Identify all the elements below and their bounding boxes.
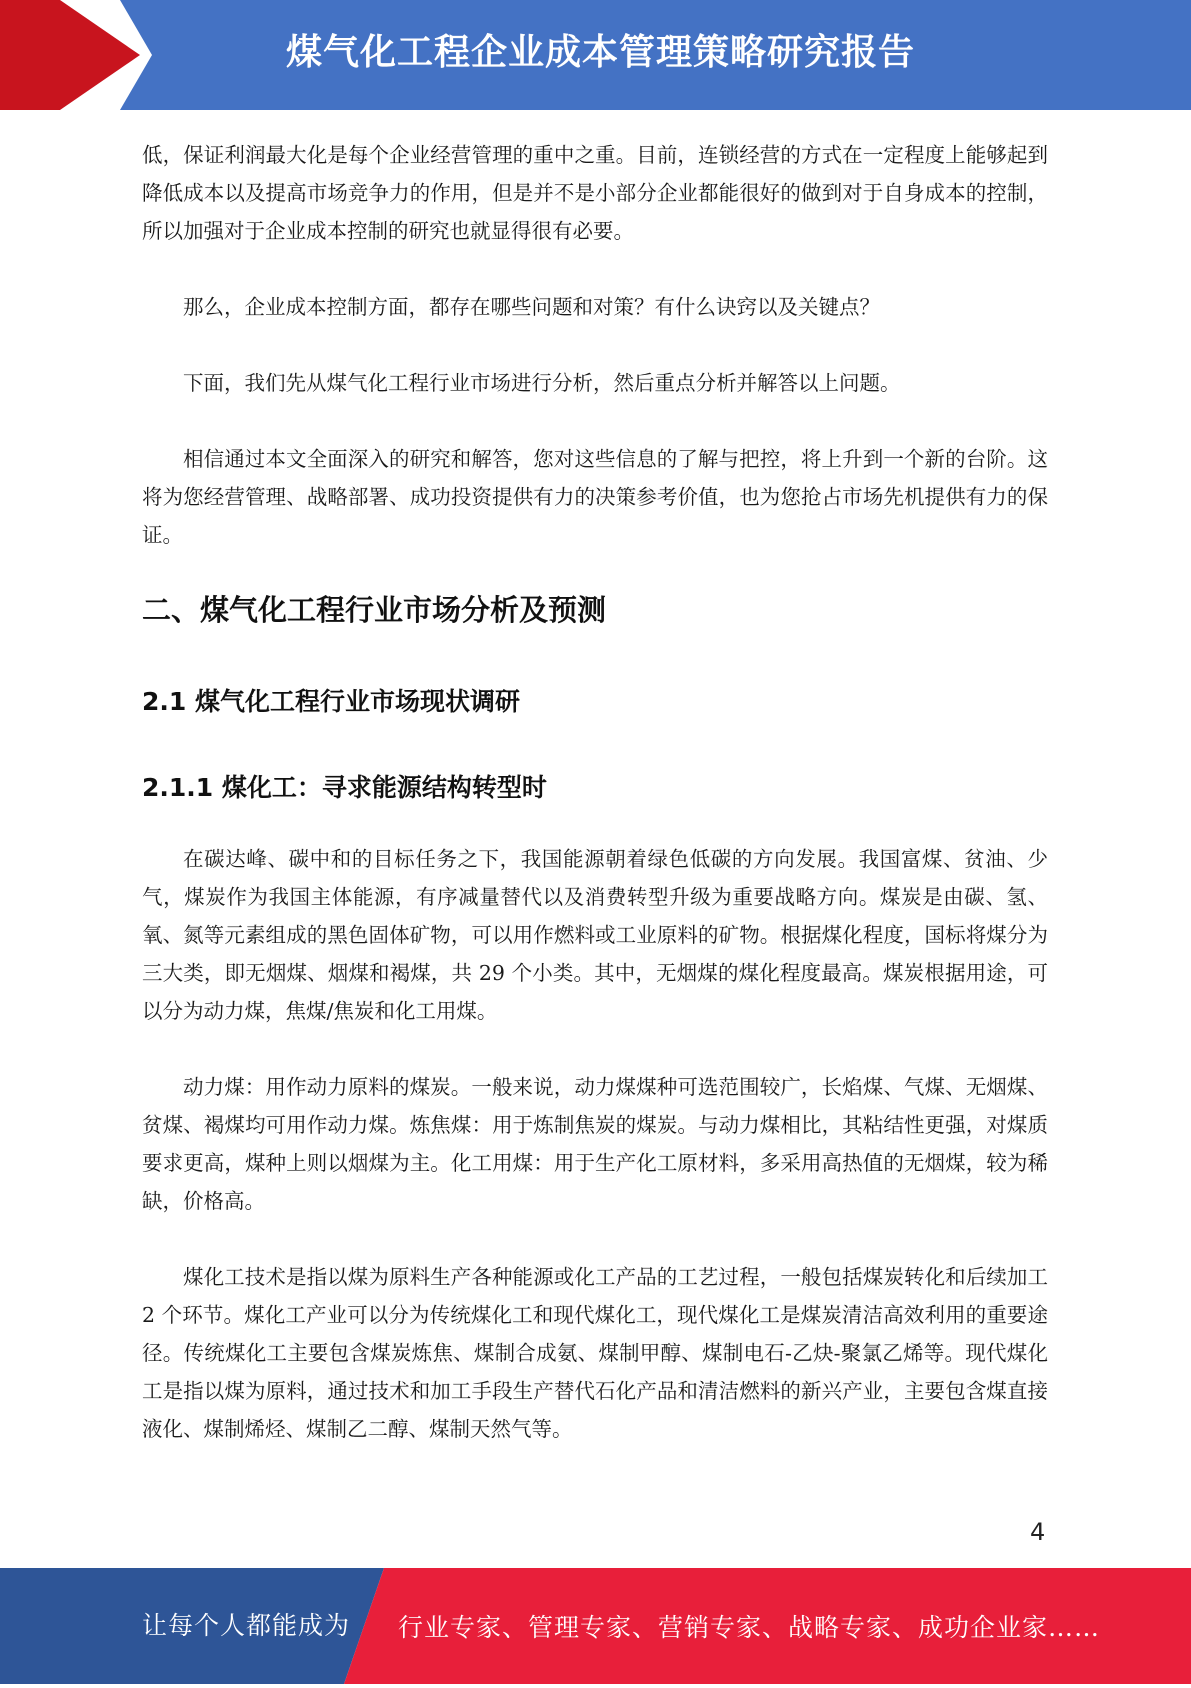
intro-paragraph: 那么，企业成本控制方面，都存在哪些问题和对策？有什么诀窍以及关键点？ [183, 295, 880, 319]
section-heading: 二、煤气化工程行业市场分析及预测 [142, 593, 607, 627]
subsection-heading: 2.1 煤气化工程行业市场现状调研 [142, 687, 520, 716]
header-arrow-decoration [0, 0, 160, 110]
body-paragraph: 动力煤：用作动力原料的煤炭。一般来说，动力煤煤种可选范围较广，长焰煤、气煤、无烟煤、贫煤、褐煤均可用作动力煤。炼焦煤：用于炼制焦炭的煤炭。与动力煤相比，其粘结性更强，对煤质要求更高，煤种上则以烟煤为主。化工用煤：用于生产化工原材料，多采用高热值的无烟煤，较为稀缺，价格高。 [142, 1075, 1048, 1213]
footer-slogan-left: 让每个人都能成为 [142, 1611, 351, 1640]
page-footer [0, 1568, 1191, 1684]
intro-paragraph: 下面，我们先从煤气化工程行业市场进行分析，然后重点分析并解答以上问题。 [183, 371, 901, 395]
page-header [0, 0, 1191, 110]
intro-paragraph: 相信通过本文全面深入的研究和解答，您对这些信息的了解与把控，将上升到一个新的台阶。这将为您经营管理、战略部署、成功投资提供有力的决策参考价值，也为您抢占市场先机提供有力的保证。 [142, 447, 1048, 547]
body-paragraph: 在碳达峰、碳中和的目标任务之下，我国能源朝着绿色低碳的方向发展。我国富煤、贫油、少气，煤炭作为我国主体能源，有序减量替代以及消费转型升级为重要战略方向。煤炭是由碳、氢、氧、氮等元素组成的黑色固体矿物，可以用作燃料或工业原料的矿物。根据煤化程度，国标将煤分为三大类，即无烟煤、烟煤和褐煤，共 29 个小类。其中，无烟煤的煤化程度最高。煤炭根据用途，可以分为动力煤，焦煤/焦炭和化工用煤。 [142, 847, 1048, 1023]
footer-slogan-right: 行业专家、管理专家、营销专家、战略专家、成功企业家…… [398, 1613, 1101, 1642]
report-title: 煤气化工程企业成本管理策略研究报告 [285, 32, 915, 73]
subsubsection-heading: 2.1.1 煤化工：寻求能源结构转型时 [142, 773, 547, 802]
document-body [142, 136, 1048, 1448]
page-number: 4 [1030, 1518, 1046, 1546]
body-paragraph: 煤化工技术是指以煤为原料生产各种能源或化工产品的工艺过程，一般包括煤炭转化和后续加工 2 个环节。煤化工产业可以分为传统煤化工和现代煤化工，现代煤化工是煤炭清洁高效利用的重要途径。传统煤化工主要包含煤炭炼焦、煤制合成氨、煤制甲醇、煤制电石-乙炔-聚氯乙烯等。现代煤化工是指以煤为原料，通过技术和加工手段生产替代石化产品和清洁燃料的新兴产业，主要包含煤直接液化、煤制烯烃、煤制乙二醇、煤制天然气等。 [142, 1265, 1048, 1441]
intro-paragraph: 低，保证利润最大化是每个企业经营管理的重中之重。目前，连锁经营的方式在一定程度上能够起到降低成本以及提高市场竞争力的作用，但是并不是小部分企业都能很好的做到对于自身成本的控制，所以加强对于企业成本控制的研究也就显得很有必要。 [142, 143, 1048, 243]
